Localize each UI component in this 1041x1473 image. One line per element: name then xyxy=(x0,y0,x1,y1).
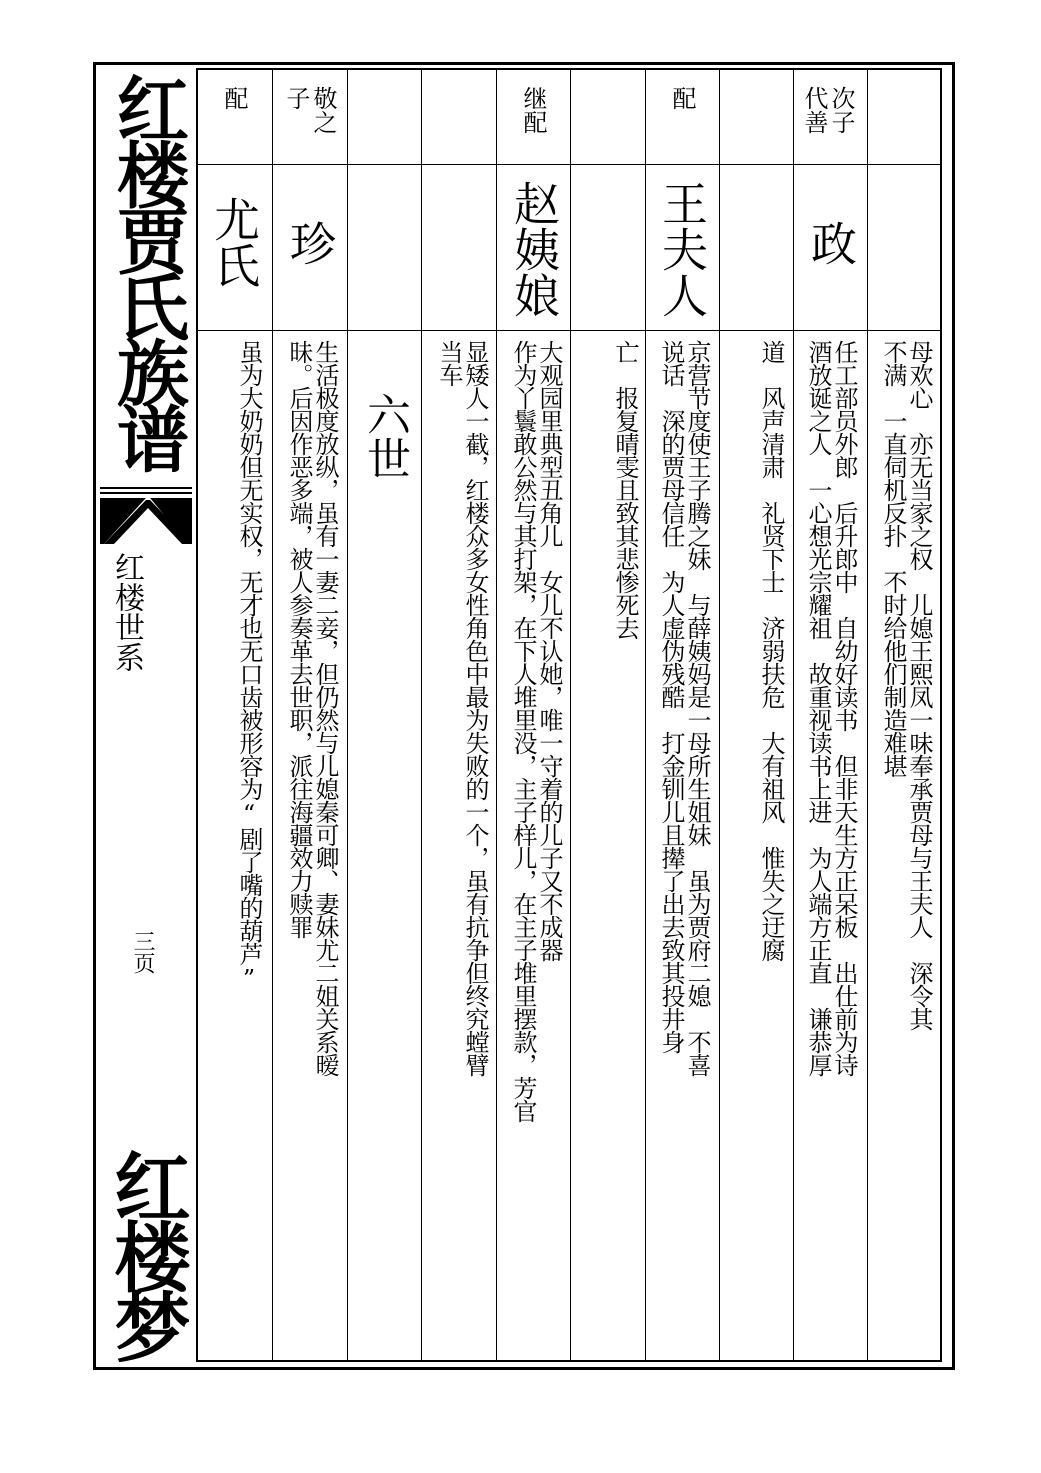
column-divider xyxy=(347,68,348,1362)
column-divider xyxy=(645,68,646,1362)
person-description: 虽为大奶奶但无实权，无才也无口齿被形容为“剧了嘴的葫芦” xyxy=(235,340,263,992)
column-divider xyxy=(793,68,794,1362)
continuation-text: 道 风声清肃 礼贤下士 济弱扶危 大有祖风 惟失之迂腐 xyxy=(757,340,785,961)
continuation-text: 母欢心 亦无当家之权 儿媳王熙凤一味奉承贾母与王夫人 深令其 不满 一直伺机反扑 不时给他们制造难堪 xyxy=(879,340,933,1030)
person-name: 政 xyxy=(804,220,858,266)
subtitle: 红楼世系 xyxy=(109,552,144,672)
role-label: 敬之 子 xyxy=(282,86,337,134)
role-label: 继配 xyxy=(519,86,547,134)
row-divider xyxy=(196,164,942,165)
column-divider xyxy=(421,68,422,1362)
person-name: 尤氏 xyxy=(207,196,261,288)
column-divider xyxy=(867,68,868,1362)
person-description: 京营节度使王子腾之妹 与薛姨妈是一母所生姐妹 虽为贾府二媳 不喜 说话 深的贾母信任 为人虚伪残酷 打金钏儿且撵了出去致其投井身 xyxy=(657,340,711,1076)
continuation-text: 显矮人一截，红楼众多女性角色中最为失败的一个，虽有抗争但终究螳臂 当车 xyxy=(435,340,489,1076)
column-divider xyxy=(570,68,571,1362)
person-name: 珍 xyxy=(283,220,337,266)
continuation-text: 亡 报复晴雯且致其悲惨死去 xyxy=(611,340,639,639)
column-divider xyxy=(719,68,720,1362)
role-label: 配 xyxy=(220,86,248,110)
person-name: 赵姨娘 xyxy=(507,180,561,318)
brand-title: 红楼梦 xyxy=(102,1148,191,1358)
page-number: 三页 xyxy=(130,930,155,974)
role-label: 次子 代善 xyxy=(800,86,855,134)
column-divider xyxy=(496,68,497,1362)
person-description: 任工部员外郎 后升郎中 自幼好读书 但非天生方正呆板 出仕前为诗 酒放诞之人 一心想光宗耀祖 故重视读书上进 为人端方正直 谦恭厚 xyxy=(804,340,858,1076)
role-label: 配 xyxy=(668,86,696,110)
row-divider xyxy=(196,330,942,331)
person-description: 生活极度放纵，虽有一妻二妾，但仍然与儿媳秦可卿、妻妹尤二姐关系暧 昧。后因作恶多端，被人参奏革去世职，派往海疆效力赎罪 xyxy=(285,340,339,1076)
generation-label: 六世 xyxy=(359,392,410,480)
person-description: 大观园里典型丑角儿 女儿不认她，唯一守着的儿子又不成器 作为丫鬟敢公然与其打架，在下人堆里没，主子样儿，在主子堆里摆款，芳官 xyxy=(509,340,563,1122)
ribbon-decoration xyxy=(100,486,192,546)
person-name: 王夫人 xyxy=(655,180,709,318)
document-title: 红楼贾氏族谱 xyxy=(105,72,190,468)
column-divider xyxy=(272,68,273,1362)
